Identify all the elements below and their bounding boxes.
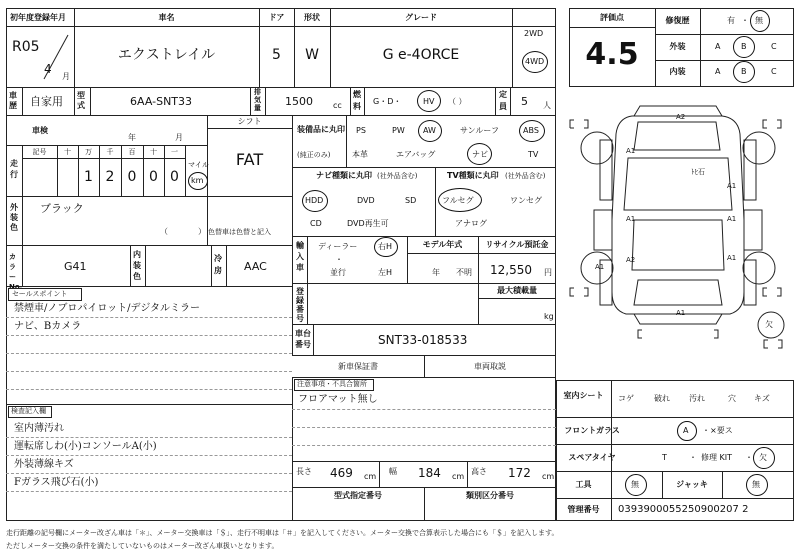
door-label: ドア bbox=[268, 13, 285, 22]
spare-kit: 修理 KIT bbox=[701, 453, 733, 462]
height-label: 高さ bbox=[471, 467, 487, 476]
equip-ps: PS bbox=[356, 126, 366, 135]
import-parallel: 並行 bbox=[330, 268, 346, 277]
seat-kizu: キズ bbox=[754, 394, 770, 403]
score-label: 評価点 bbox=[600, 13, 624, 22]
displacement-value: 1500 bbox=[285, 95, 313, 108]
unit-4: 百 bbox=[128, 148, 136, 156]
shift-label: シフト bbox=[237, 117, 262, 126]
diagram-ka: 欠 bbox=[765, 320, 773, 329]
selling-line-2: ナビ、Bカメラ bbox=[14, 321, 82, 332]
ext-c: C bbox=[771, 42, 777, 51]
recycle-label: リサイクル預託金 bbox=[485, 240, 549, 249]
reg-year-value: R05 bbox=[12, 39, 40, 55]
digit-3: 0 bbox=[127, 169, 137, 185]
reg-year-label: 初年度登録年月 bbox=[10, 13, 66, 22]
repair-label: 修復歴 bbox=[665, 16, 690, 25]
seat-ana: 穴 bbox=[728, 394, 736, 403]
digit-2: 2 bbox=[105, 169, 115, 185]
selling-label: セールスポイント bbox=[12, 290, 68, 298]
month-unit: 月 bbox=[62, 72, 70, 81]
capacity-unit: 人 bbox=[543, 101, 551, 110]
inspector-line-1: 室内薄汚れ bbox=[14, 423, 64, 434]
reg-month-value: 4 bbox=[44, 62, 52, 76]
equip-airbag: エアバッグ bbox=[396, 150, 436, 159]
paren-close: ） bbox=[198, 227, 206, 236]
width-value: 184 bbox=[418, 466, 441, 480]
length-value: 469 bbox=[330, 466, 353, 480]
repair-yes: 有 bbox=[727, 16, 735, 25]
inspection-label: 車検 bbox=[32, 126, 48, 135]
height-unit: cm bbox=[542, 472, 555, 481]
import-dot: ・ bbox=[335, 255, 343, 264]
tools-label: 工具 bbox=[575, 480, 592, 489]
load-label: 最大積載量 bbox=[497, 286, 537, 295]
digit-5: 0 bbox=[170, 169, 179, 185]
jack-label: ジャッキ bbox=[676, 480, 708, 489]
repair-no: 無 bbox=[755, 16, 763, 25]
chassis-label: 車台番号 bbox=[295, 329, 311, 349]
tv-oneseg: ワンセグ bbox=[510, 196, 542, 205]
spare-sep: ・ bbox=[689, 453, 697, 462]
mark-3: A1 bbox=[727, 182, 737, 190]
length-label: 長さ bbox=[296, 467, 312, 476]
unit-6: 一 bbox=[171, 148, 178, 156]
equip-pw: PW bbox=[392, 126, 405, 135]
color-no-value: G41 bbox=[64, 260, 87, 273]
inspector-line-2: 運転席しわ(小)コンソールA(小) bbox=[14, 441, 157, 452]
fuel-paren: （ ） bbox=[448, 97, 467, 106]
width-unit: cm bbox=[452, 472, 465, 481]
notes-label: 注意事項・不具合箇所 bbox=[297, 380, 367, 388]
unit-3: 千 bbox=[106, 148, 114, 156]
tools-value: 無 bbox=[631, 480, 639, 489]
import-dealer: ディーラー bbox=[318, 242, 358, 251]
interior-color-label: 内装色 bbox=[133, 250, 141, 281]
digit-1: 1 bbox=[84, 169, 93, 185]
digit-4: 0 bbox=[149, 169, 158, 185]
car-manual: 車両取説 bbox=[474, 362, 506, 371]
spare-label: スペアタイヤ bbox=[568, 453, 616, 462]
navi-sub: (社外品含む) bbox=[377, 172, 418, 180]
seat-yogore: 汚れ bbox=[689, 394, 705, 403]
inspection-year: 年 bbox=[128, 133, 136, 142]
recycle-value: 12,550 bbox=[490, 263, 532, 277]
mark-10: ﾄﾋ石 bbox=[691, 168, 705, 176]
spare-dot: ・ bbox=[745, 453, 753, 462]
drive-2wd: 2WD bbox=[524, 29, 544, 38]
score-value: 4.5 bbox=[585, 37, 639, 72]
int-label: 内装 bbox=[669, 67, 686, 76]
car-diagram bbox=[562, 100, 794, 375]
mileage-label: 走行 bbox=[10, 159, 18, 179]
ac-value: AAC bbox=[244, 260, 267, 273]
recycle-unit: 円 bbox=[544, 268, 552, 277]
footer-line-2: ただしメーター交換の条件を満たしていないものはメーター改ざん車扱いとなります。 bbox=[6, 542, 279, 550]
model-year-unknown: 不明 bbox=[456, 268, 472, 277]
equip-tv: TV bbox=[528, 150, 539, 159]
import-right: 右H bbox=[378, 242, 393, 251]
mgmt-value: 0393900055250900207 2 bbox=[618, 504, 749, 515]
chassis-value: SNT33-018533 bbox=[378, 333, 468, 347]
navi-dvd-play: DVD再生可 bbox=[347, 219, 389, 228]
navi-label: ナビ種類に丸印 bbox=[316, 171, 372, 180]
equipment-label: 装備品に丸印 bbox=[297, 125, 345, 134]
cc-unit: cc bbox=[333, 101, 342, 110]
tv-analog: アナログ bbox=[455, 219, 487, 228]
notes-line-1: フロアマット無し bbox=[298, 394, 378, 405]
load-unit: kg bbox=[544, 312, 554, 321]
car-name-value: エクストレイル bbox=[117, 47, 216, 63]
ext-b: B bbox=[741, 42, 747, 51]
tv-fullseg: フルセグ bbox=[442, 196, 474, 205]
selling-line-1: 禁煙車/ノブロパイロット/デジタルミラー bbox=[14, 303, 200, 314]
color-no-label: カラーNo. bbox=[9, 253, 23, 291]
exterior-value: ブラック bbox=[40, 202, 84, 215]
model-year-label: モデル年式 bbox=[422, 240, 463, 249]
shift-value: FAT bbox=[235, 150, 264, 169]
ext-label: 外装 bbox=[669, 42, 686, 51]
equip-aw: AW bbox=[423, 126, 436, 135]
import-left: 左H bbox=[378, 268, 393, 277]
unit-5: 十 bbox=[150, 148, 157, 156]
exterior-note: 色替車は色替と記入 bbox=[208, 228, 271, 236]
spare-no: 欠 bbox=[759, 453, 767, 462]
equip-abs: ABS bbox=[523, 126, 539, 135]
width-label: 幅 bbox=[389, 467, 397, 476]
mark-6: A1 bbox=[595, 263, 605, 271]
paren-open: （ bbox=[160, 227, 168, 236]
shape-value: W bbox=[305, 47, 319, 63]
mark-1: A2 bbox=[676, 113, 686, 121]
mark-2: A1 bbox=[626, 147, 636, 155]
exterior-label: 外装色 bbox=[10, 203, 18, 232]
inspector-label: 検査記入欄 bbox=[11, 407, 46, 415]
drive-4wd: 4WD bbox=[525, 57, 545, 66]
unit-2: 万 bbox=[85, 148, 92, 156]
length-unit: cm bbox=[364, 472, 377, 481]
history-label: 車歴 bbox=[9, 91, 17, 110]
equip-navi: ナビ bbox=[472, 150, 488, 159]
fuel-label: 燃料 bbox=[353, 90, 361, 111]
shape-label: 形状 bbox=[304, 13, 320, 22]
footer-line-1: 走行距離の記号欄にメーター改ざん車は「＊」、メーター交換車は「＄」、走行不明車は「＃」を記入してください。メーター交換で合算表示した場合にも「＄」を記入します。 bbox=[6, 529, 559, 537]
mark-4: A1 bbox=[626, 215, 636, 223]
fuel-options: G・D・ bbox=[373, 97, 402, 106]
fuel-hv: HV bbox=[423, 97, 435, 106]
mark-8: A1 bbox=[727, 254, 737, 262]
jack-value: 無 bbox=[752, 480, 760, 489]
car-name-label: 車名 bbox=[158, 13, 175, 22]
model-value: 6AA-SNT33 bbox=[130, 95, 193, 108]
class-number-label: 類別区分番号 bbox=[466, 491, 514, 500]
mile-label: マイル bbox=[188, 161, 209, 169]
ext-a: A bbox=[715, 42, 721, 51]
inspector-line-3: 外装薄線キズ bbox=[14, 459, 74, 470]
int-c: C bbox=[771, 67, 777, 76]
mark-5: A1 bbox=[727, 215, 737, 223]
mgmt-label: 管理番号 bbox=[567, 505, 600, 514]
tv-sub: (社外品含む) bbox=[505, 172, 546, 180]
navi-hdd: HDD bbox=[305, 196, 324, 205]
tv-label: TV種類に丸印 bbox=[447, 171, 499, 180]
int-b: B bbox=[741, 67, 747, 76]
history-value: 自家用 bbox=[30, 95, 63, 108]
repair-sep: ・ bbox=[741, 16, 749, 25]
mileage-sign-label: 記号 bbox=[32, 148, 47, 156]
inspection-month: 月 bbox=[175, 133, 183, 142]
km-label: km bbox=[191, 176, 204, 185]
navi-dvd: DVD bbox=[357, 196, 375, 205]
capacity-label: 定員 bbox=[499, 90, 507, 111]
seat-yabure: 破れ bbox=[654, 394, 670, 403]
inspector-line-4: Fガラス飛び石(小) bbox=[14, 477, 99, 488]
grade-value: G e-4ORCE bbox=[382, 47, 460, 63]
grade-label: グレード bbox=[405, 13, 437, 22]
glass-value: A bbox=[683, 426, 689, 435]
equip-sunroof: サンルーフ bbox=[460, 126, 499, 135]
new-car-warranty: 新車保証書 bbox=[338, 362, 378, 371]
displacement-label: 排気量 bbox=[254, 88, 261, 112]
glass-note: ・×要ス bbox=[702, 426, 733, 435]
mark-7: A2 bbox=[626, 256, 636, 264]
height-value: 172 bbox=[508, 466, 531, 480]
capacity-value: 5 bbox=[521, 95, 528, 108]
ac-label: 冷房 bbox=[214, 254, 222, 275]
mark-9: A1 bbox=[676, 309, 686, 317]
model-label: 型式 bbox=[77, 91, 85, 110]
seat-label: 室内シート bbox=[563, 391, 604, 400]
equip-leather: 本革 bbox=[352, 150, 368, 159]
unit-1: 十 bbox=[64, 148, 71, 156]
navi-sd: SD bbox=[405, 196, 417, 205]
navi-cd: CD bbox=[310, 219, 322, 228]
model-year-year: 年 bbox=[432, 268, 440, 277]
doors-value: 5 bbox=[272, 47, 281, 63]
spare-t: T bbox=[662, 453, 667, 462]
type-designation-label: 型式指定番号 bbox=[334, 491, 382, 500]
import-label: 輸入車 bbox=[296, 241, 304, 272]
reg-number-label: 登録番号 bbox=[296, 287, 304, 323]
glass-label: フロントガラス bbox=[564, 426, 620, 435]
equipment-sub: (純正のみ) bbox=[297, 151, 331, 159]
int-a: A bbox=[715, 67, 721, 76]
seat-koge: コゲ bbox=[618, 394, 634, 403]
